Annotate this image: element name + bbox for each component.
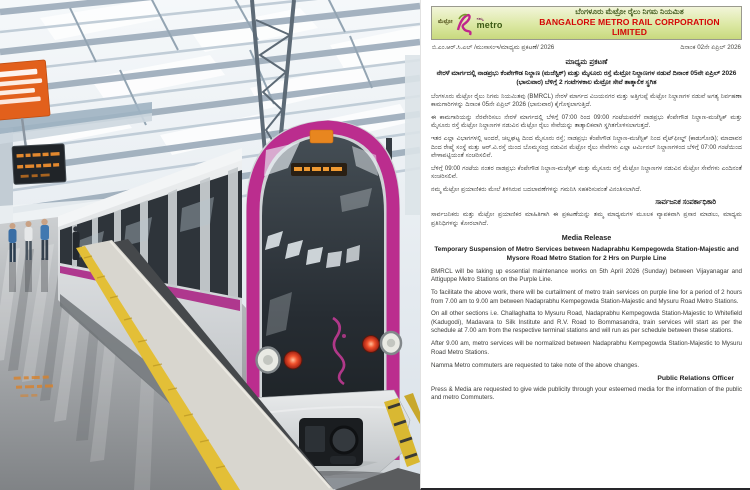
kannada-paragraph: ಬೆಳಿಗ್ಗೆ 09:00 ಗಂಟೆಯ ನಂತರ ನಾಡಪ್ರಭು ಕೆಂಪೇಗೌಡ ನಿಲ್ದಾಣ-ಮಜೆಸ್ಟಿಕ್ ಮತ್ತು ಮೈಸೂರು ರಸ್ತೆ ಮೆಟ್ರೋ ನಿಲ್ದಾಣಗಳ ನಡುವಿನ ಮೆಟ್ರೋ ಸೇವೆಗಳು ಎಂದಿನಂತೆ ಸಂಚರಿಸಲಿವೆ. [431, 164, 742, 181]
platform-signboard [0, 60, 50, 121]
kannada-paragraph: ಬೆಂಗಳೂರು ಮೆಟ್ರೋ ರೈಲು ನಿಗಮ ನಿಯಮಿತವು (BMRCL) ನೇರಳೆ ಮಾರ್ಗದ ವಿಜಯನಗರ ಮತ್ತು ಅತ್ತಿಗುಪ್ಪೆ ಮೆಟ್ರೋ ನಿಲ್ದಾಣಗಳ ನಡುವೆ ಅಗತ್ಯ ನಿರ್ವಹಣಾ ಕಾಮಗಾರಿಗಳನ್ನು ದಿನಾಂಕ 05ನೇ ಏಪ್ರಿಲ್ 2026 (ಭಾನುವಾರ) ಕೈಗೊಳ್ಳಲಾಗುತ್ತಿದೆ. [431, 92, 742, 108]
headlight-right [381, 332, 401, 354]
front-logo-dot [342, 334, 346, 338]
corporation-title-english: BANGALORE METRO RAIL CORPORATION LIMITED [539, 16, 720, 37]
english-paragraph: Namma Metro commuters are requested to take note of the above changes. [431, 361, 640, 369]
namma-metro-logo [438, 10, 524, 36]
kannada-paragraph: ಈ ಕಾಮಗಾರಿಯನ್ನು ನೆರವೇರಿಸಲು ನೇರಳೆ ಮಾರ್ಗದಲ್ಲಿ ಬೆಳಿಗ್ಗೆ 07:00 ರಿಂದ 09:00 ಗಂಟೆಯವರೆಗೆ ನಾಡಪ್ರಭು ಕೆಂಪೇಗೌಡ ನಿಲ್ದಾಣ-ಮಜೆಸ್ಟಿಕ್ ಮತ್ತು ಮೈಸೂರು ರಸ್ತೆ ಮೆಟ್ರೋ ನಿಲ್ದಾಣಗಳ ನಡುವಿನ ಮೆಟ್ರೋ ರೈಲು ಸೇವೆಯನ್ನು ತಾತ್ಕಾಲಿಕವಾಗಿ ಸ್ಥಗಿತಗೊಳಿಸಲಾಗುತ್ತದೆ. [431, 113, 742, 130]
release-date: ದಿನಾಂಕ 02ನೇ ಏಪ್ರಿಲ್ 2026 [680, 44, 741, 51]
metro-ribbon-icon [455, 10, 475, 36]
english-paragraph: On all other sections i.e. Challaghatta to Mysuru Road, Nadaprabhu Kempegowda Station-Majestic to Whitefield (Kadugodi), Madavara to Silk Institute and R.V. Road to Bommasandra, train services will start as per the schedule at 7.00 am from the respective terminal stations and will run as per schedule between these stations. [431, 310, 742, 335]
taillight-left [284, 351, 302, 369]
pro-signoff-english: Public Relations Officer [657, 374, 734, 382]
media-release-heading-english: Media Release [561, 232, 612, 242]
destination-display [291, 163, 347, 176]
taillight-right [363, 336, 380, 353]
reference-line [432, 44, 741, 52]
kannada-closing: ಸಾರ್ವಜನಿಕರು ಮತ್ತು ಮೆಟ್ರೋ ಪ್ರಯಾಣಿಕರ ಮಾಹಿತಿಗಾಗಿ ಈ ಪ್ರಕಟಣೆಯನ್ನು ತಮ್ಮ ಮಾಧ್ಯಮಗಳ ಮೂಲಕ ವ್ಯಾಪಕವಾಗಿ ಪ್ರಸಾರ ಮಾಡಲು, ಮಾಧ್ಯಮ ಪ್ರತಿನಿಧಿಗಳನ್ನು ಕೋರಲಾಗಿದೆ. [431, 211, 742, 227]
kannada-paragraph: ಇತರ ಎಲ್ಲಾ ವಿಭಾಗಗಳಲ್ಲಿ ಅಂದರೆ, ಚಲ್ಲಘಟ್ಟ ದಿಂದ ಮೈಸೂರು ರಸ್ತೆ; ನಾಡಪ್ರಭು ಕೆಂಪೇಗೌಡ ನಿಲ್ದಾಣ-ಮಜೆಸ್ಟಿಕ್ ನಿಂದ ವೈಟ್‌ಫೀಲ್ಡ್ (ಕಾಡುಗೋಡಿ); ಮಾದಾವರ ದಿಂದ ರೇಷ್ಮೆ ಸಂಸ್ಥೆ ಮತ್ತು ಆರ್.ವಿ.ರಸ್ತೆ ಯಿಂದ ಬೊಮ್ಮಸಂದ್ರ ನಡುವಿನ ಮೆಟ್ರೋ ರೈಲು ಸೇವೆಗಳು ಎಲ್ಲಾ ಟರ್ಮಿನಲ್ ನಿಲ್ದಾಣಗಳಿಂದ ಬೆಳಿಗ್ಗೆ 07:00 ಗಂಟೆಯಿಂದ ವೇಳಾಪಟ್ಟಿಯಂತೆ ಸಂಚರಿಸಲಿವೆ. [431, 135, 742, 160]
corporation-title-kannada: ಬೆಂಗಳೂರು ಮೆಟ್ರೋ ರೈಲು ನಿಗಮ ನಿಯಮಿತ [575, 7, 684, 17]
train-windshield [262, 136, 384, 432]
kannada-paragraph: ನಮ್ಮ ಮೆಟ್ರೋ ಪ್ರಯಾಣಿಕರು ಮೇಲೆ ತಿಳಿಸಿರುವ ಬದಲಾವಣೆಗಳನ್ನು ಗಮನಿಸಿ ಸಹಕರಿಸುವಂತೆ ವಿನಂತಿಸಲಾಗಿದೆ. [431, 186, 642, 194]
subject-english: Temporary Suspension of Metro Services between Nadaprabhu Kempegowda Station-Majestic and Mysore Road Metro Station for 2 Hrs on Purple Line [434, 245, 739, 262]
letterhead-titles [524, 8, 735, 37]
front-marker-panel [310, 130, 333, 143]
logo-namma-text: ನಮ್ಮ [476, 15, 484, 21]
subject-kannada: ನೇರಳೆ ಮಾರ್ಗದಲ್ಲಿ ನಾಡಪ್ರಭು ಕೆಂಪೇಗೌಡ ನಿಲ್ದಾಣ (ಮಜೆಸ್ಟಿಕ್) ಮತ್ತು ಮೈಸೂರು ರಸ್ತೆ ಮೆಟ್ರೋ ನಿಲ್ದಾಣಗಳ ನಡುವೆ ದಿನಾಂಕ 05ನೇ ಏಪ್ರಿಲ್ 2026 (ಭಾನುವಾರ) ಬೆಳಿಗ್ಗೆ 2 ಗಂಟೆಗಳಕಾಲ ಮೆಟ್ರೋ ಸೇವೆ ತಾತ್ಕಾಲಿಕ ಸ್ಥಗಿತ [436, 70, 737, 86]
logo-kannada-text: ಮೆಟ್ರೋ [438, 19, 453, 26]
press-release-document [420, 0, 750, 490]
logo-wordmark [477, 17, 503, 30]
letterhead [431, 6, 742, 40]
english-closing: Press & Media are requested to give wide publicity through your esteemed media for the information of the public and metro Commuters. [431, 385, 742, 401]
headlight-left [257, 348, 280, 373]
english-paragraph: After 9.00 am, metro services will be normalized between Nadaprabhu Kempegowda Station-Majestic to Mysuru Road Metro Stations. [431, 340, 742, 356]
reference-number: ಬಿ.ಎಂ.ಆರ್.ಸಿ.ಎಲ್ /ಮುಸಾಸಂಇ/ಮಾಧ್ಯಮ ಪ್ರಕಟಣೆ/ 2026 [432, 44, 555, 51]
english-paragraph: BMRCL will be taking up essential maintenance works on 5th April 2026 (Sunday) between Vijayanagar and Attiguppe Metro Stations on the Purple Line. [431, 267, 742, 284]
pro-signoff-kannada: ಸಾರ್ವಜನಿಕ ಸಂಪರ್ಕಾಧಿಕಾರಿ [655, 199, 716, 207]
english-paragraph: To facilitate the above work, there will be curtailment of metro train services on purple line for a period of 2 hours from 7.00 am to 9.00 am between Nadaprabhu Kempegowda Station-Majestic and Mysuru Road Metro Stations. [431, 289, 742, 305]
right-pillar [405, 55, 420, 215]
media-release-heading-kannada: ಮಾಧ್ಯಮ ಪ್ರಕಟಣೆ [565, 57, 608, 66]
led-display-board [12, 144, 66, 185]
coupler [299, 418, 363, 466]
logo-metro-text: metro [476, 19, 503, 30]
